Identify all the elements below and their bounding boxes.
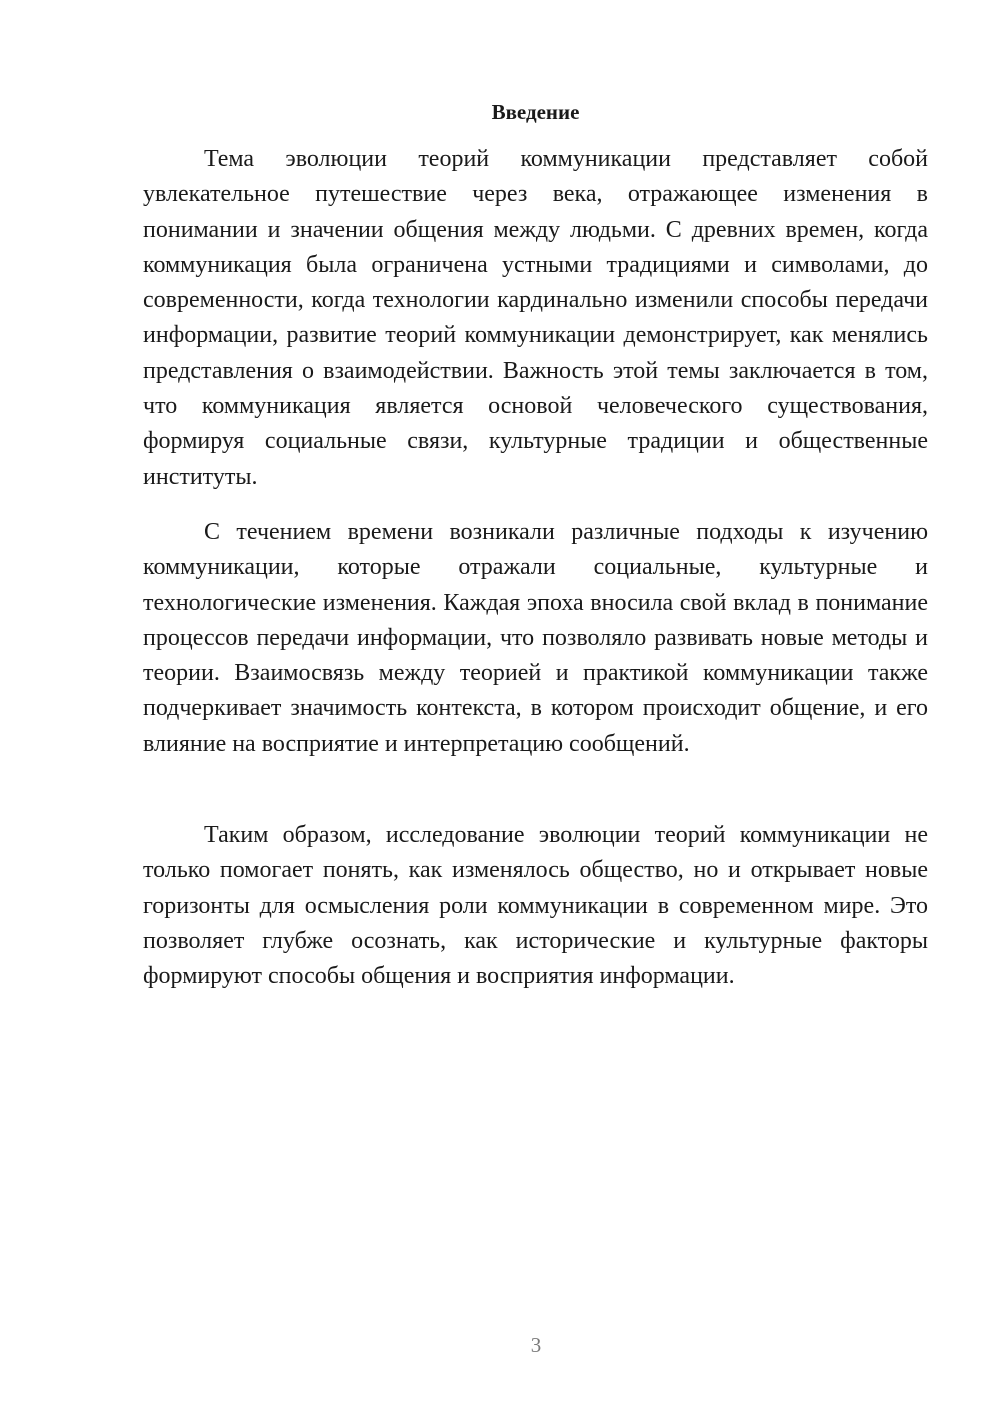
paragraph-3: Таким образом, исследование эволюции теорий коммуникации не только помогает понять, как изменялось общество, но и открывает новые горизонты для осмысления роли коммуникации в современном мире. Это позволяет глубже осознать, как исторические и культурные факторы формируют способы общения и восприятия информации. (143, 822, 928, 990)
page-title: Введение (491, 100, 580, 124)
page-number: 3 (530, 1333, 542, 1357)
paragraph-2: С течением времени возникали различные подходы к изучению коммуникации, которые отражали социальные, культурные и технологические изменения. Каждая эпоха вносила свой вклад в понимание процессов передачи информации, что позволяло развивать новые методы и теории. Взаимосвязь между теорией и практикой коммуникации также подчеркивает значимость контекста, в котором происходит общение, и его влияние на восприятие и интерпретацию сообщений. (143, 519, 928, 757)
paragraph-1: Тема эволюции теорий коммуникации представляет собой увлекательное путешествие через века, отражающее изменения в понимании и значении общения между людьми. С древних времен, когда коммуникация была ограничена устными традициями и символами, до современности, когда технологии кардинально изменили способы передачи информации, развитие теорий коммуникации демонстрирует, как менялись представления о взаимодействии. Важность этой темы заключается в том, что коммуникация является основой человеческого существования, формируя социальные связи, культурные традиции и общественные институты. (143, 146, 928, 490)
